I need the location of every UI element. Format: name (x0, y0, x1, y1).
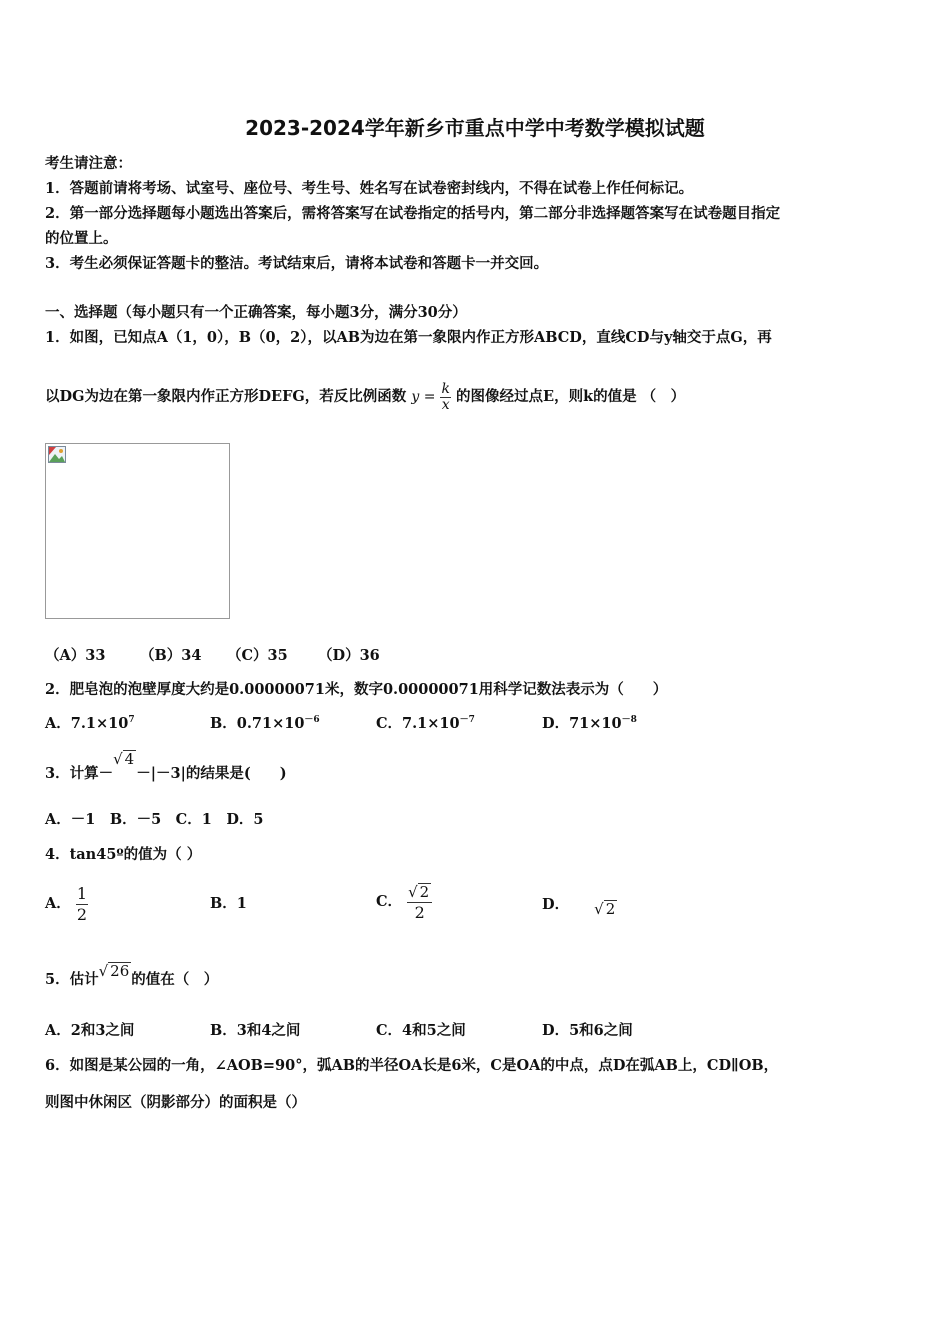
section-heading: 一、选择题（每小题只有一个正确答案，每小题3分，满分30分） (45, 304, 467, 321)
q4-c-fraction: $\frac{√ 2}{2}$ (407, 882, 432, 923)
q2-stem: 2．肥皂泡的泡壁厚度大约是0.00000071米，数字0.00000071用科学记数法表示为（ ） (45, 681, 668, 698)
q1-line2-pre: 以DG为边在第一象限内作正方形DEFG，若反比例函数 (45, 388, 407, 405)
q4-stem: 4．tan45º的值为（ ） (45, 846, 202, 863)
q1-formula-fraction (440, 382, 450, 413)
q5-option-d: D．5和6之间 (542, 1022, 633, 1039)
q2-option-b: B．$0.71\times 10^{-6}$ (210, 715, 320, 732)
notice-item-2-cont: 的位置上。 (45, 230, 118, 247)
notice-item-3: 3．考生必须保证答题卡的整洁。考试结束后，请将本试卷和答题卡一并交回。 (45, 255, 549, 272)
q2-option-d: D．$71\times 10^{-8}$ (542, 715, 637, 732)
page-title: 2023-2024学年新乡市重点中学中考数学模拟试题 (245, 116, 705, 140)
q4-option-a: A． $\frac{1}{2}$ (45, 883, 88, 924)
q4-a-fraction: $\frac{1}{2}$ (76, 883, 88, 924)
notice-heading: 考生请注意： (45, 155, 132, 172)
q4-option-b: B．1 (210, 895, 247, 912)
q1-option-b: （B）34 (140, 647, 202, 664)
q2-option-a: A．$7.1\times 10^7$ (45, 715, 135, 732)
q5-option-a: A．2和3之间 (45, 1022, 135, 1039)
q1-line2 (45, 378, 685, 416)
q6-line2: 则图中休闲区（阴影部分）的面积是（） (45, 1094, 306, 1111)
q1-formula-y: y = (411, 389, 436, 405)
q1-formula-num: k (441, 380, 450, 397)
q3-options: A．－1 B．－5 C．1 D．5 (45, 811, 264, 828)
broken-image-icon (48, 446, 66, 463)
q1-option-c: （C）35 (227, 647, 288, 664)
q1-line1: 1．如图，已知点A（1，0），B（0，2），以AB为边在第一象限内作正方形ABCD，直线CD与y轴交于点G，再 (45, 329, 772, 346)
q4-option-c: C． $\frac{√ 2}{2}$ (376, 878, 432, 926)
notice-item-2: 2．第一部分选择题每小题选出答案后，需将答案写在试卷指定的括号内，第二部分非选择题答案写在试卷题目指定 (45, 205, 781, 222)
q5-option-c: C．4和5之间 (376, 1022, 466, 1039)
q3-sqrt: √ 4 (113, 750, 135, 768)
q5-stem: 5．估计√ 26 的值在（ ） (45, 961, 218, 998)
q1-option-d: （D）36 (318, 647, 380, 664)
q4-option-d: D． √ 2 (542, 896, 616, 918)
q6-line1: 6．如图是某公园的一角，∠AOB=90°，弧AB的半径OA长是6米，C是OA的中点，点D在弧AB上，CD∥OB， (45, 1057, 779, 1074)
q5-sqrt: √ 26 (98, 962, 130, 980)
q1-line2-post: 的图像经过点E，则k的值是 （ ） (456, 388, 686, 405)
q1-option-a: （A）33 (45, 647, 106, 664)
q2-option-c: C．$7.1\times 10^{-7}$ (376, 715, 475, 732)
notice-item-1: 1．答题前请将考场、试室号、座位号、考生号、姓名写在试卷密封线内，不得在试卷上作任何标记。 (45, 180, 694, 197)
q5-option-b: B．3和4之间 (210, 1022, 301, 1039)
q1-figure-placeholder (45, 443, 230, 619)
q1-formula-den: x (441, 396, 450, 413)
q3-stem: 3．计算－√ 4－|－3|的结果是( ) (45, 750, 287, 782)
